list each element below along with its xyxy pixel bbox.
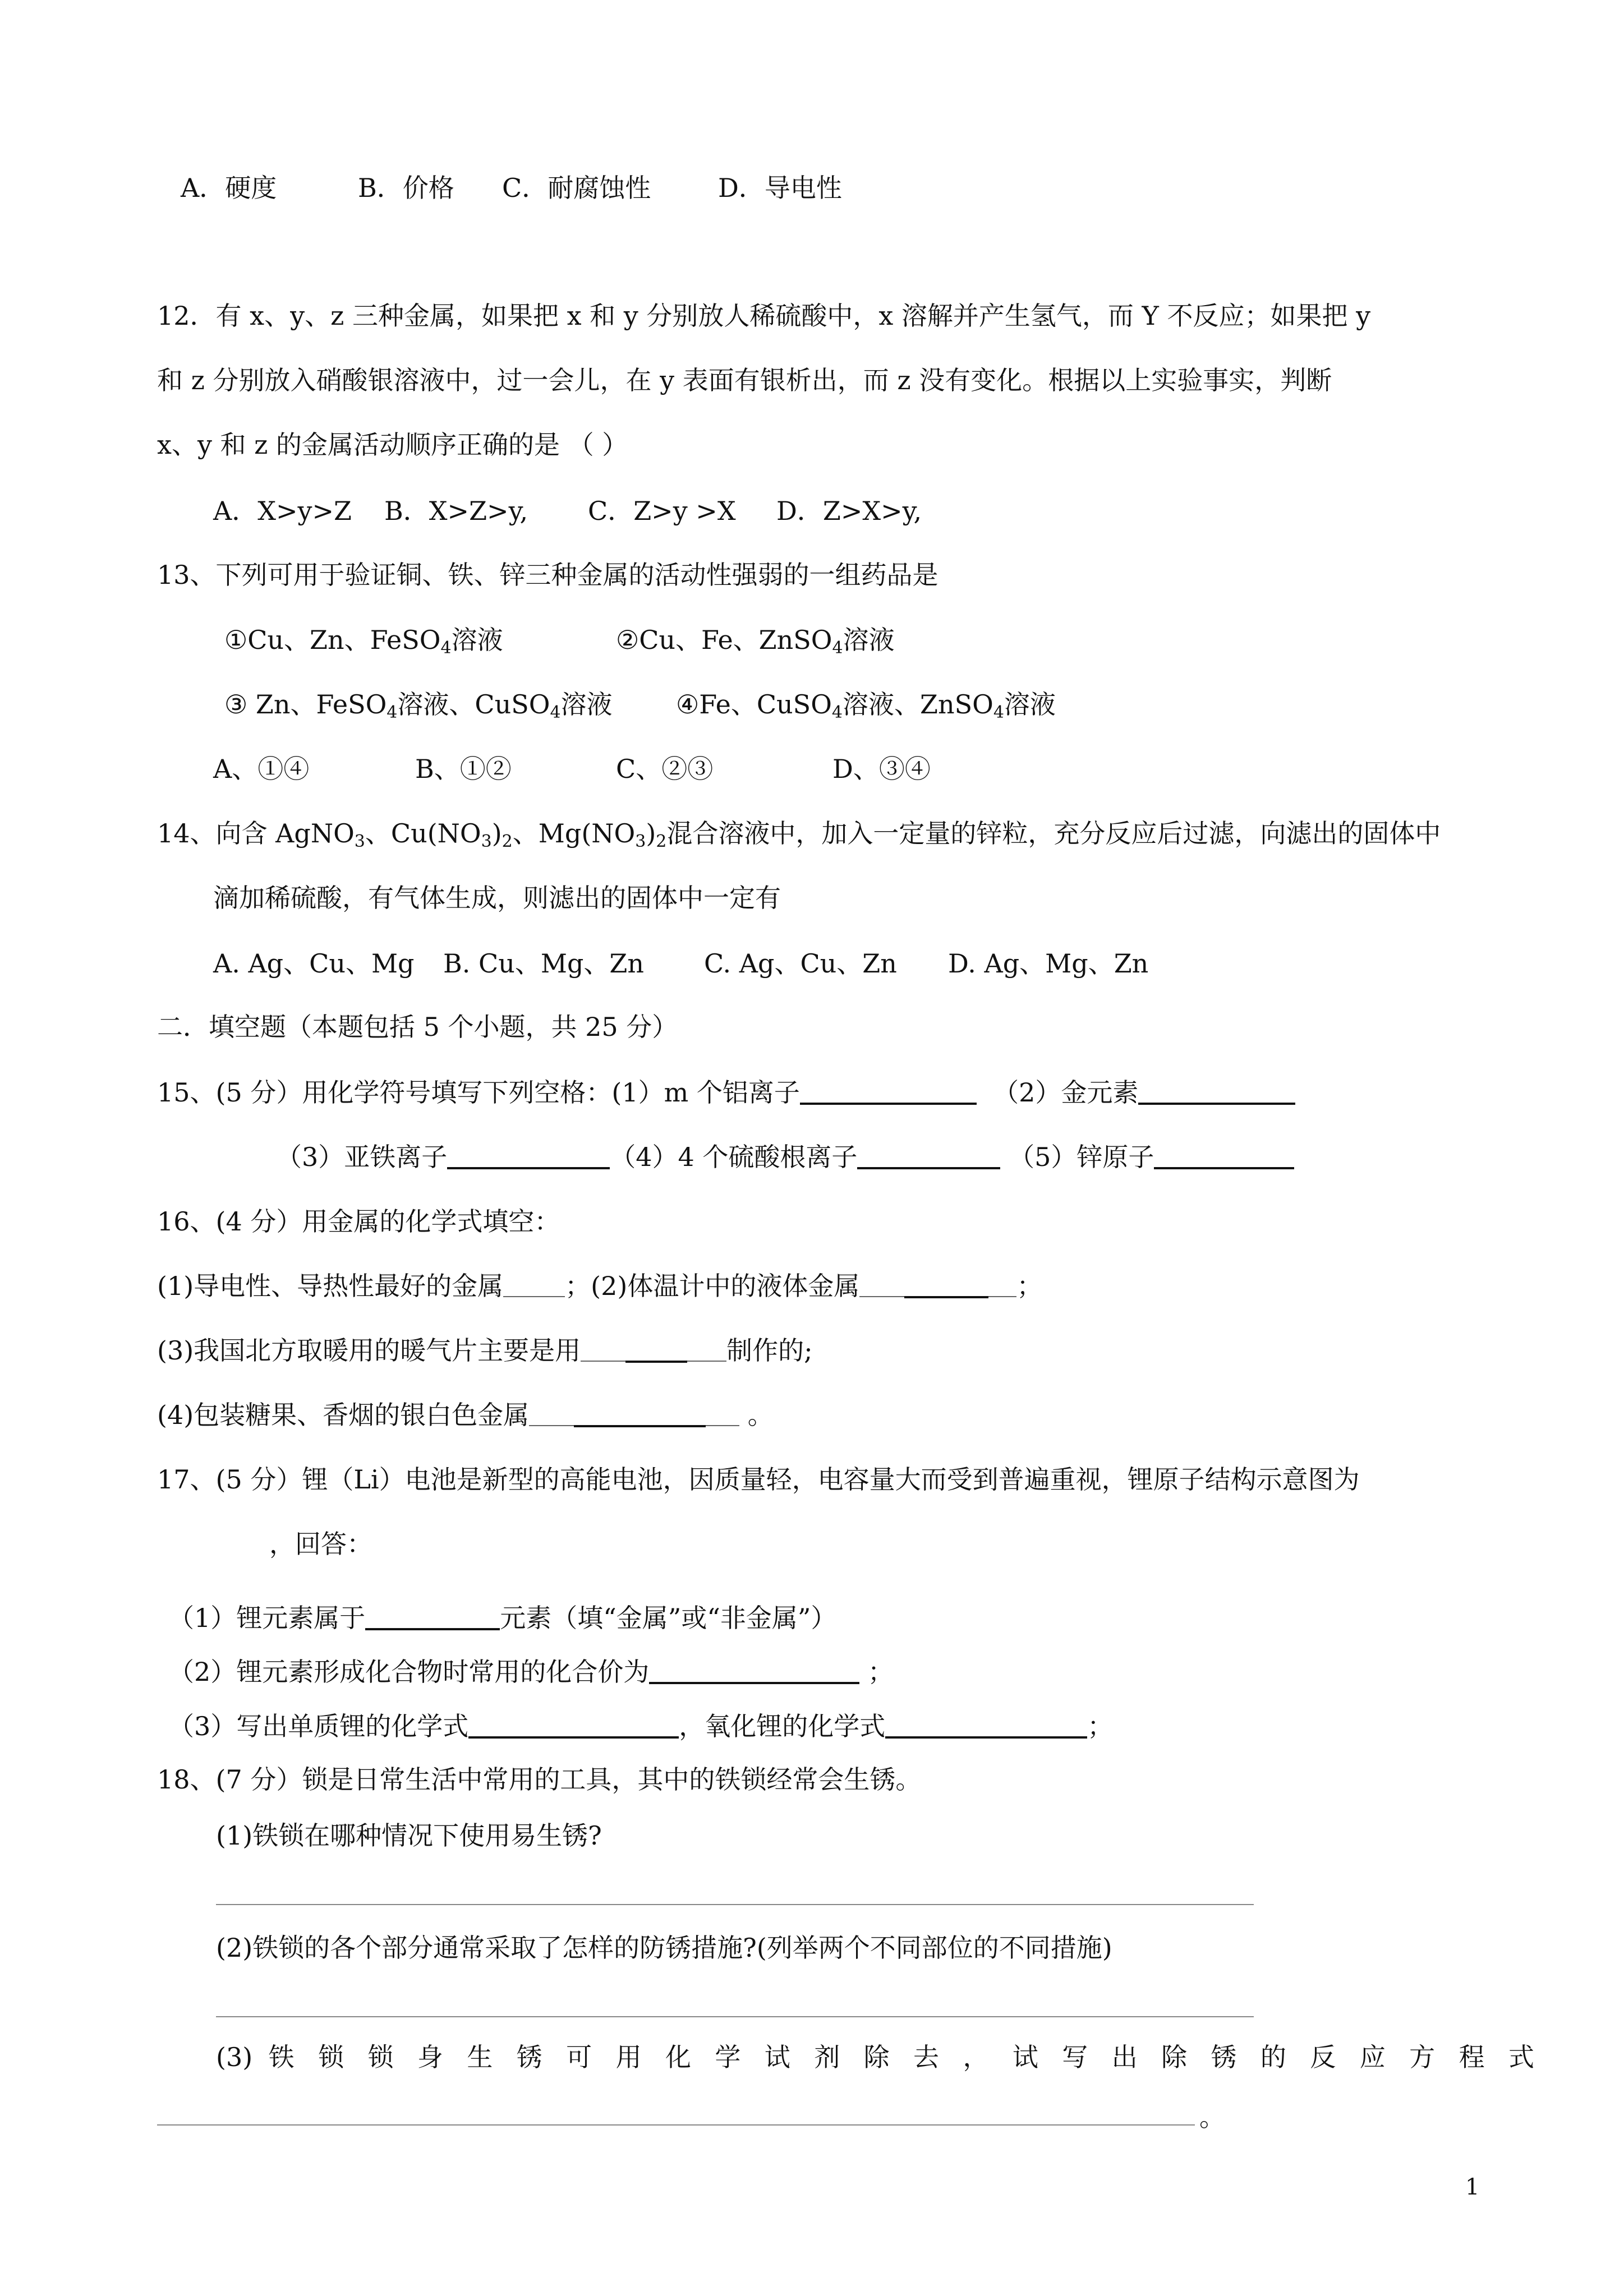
q14-option-b: B. Cu、Mg、Zn — [443, 948, 645, 979]
q18-stem: 18、(7 分）锁是日常生活中常用的工具，其中的铁锁经常会生锈。 — [157, 1764, 922, 1795]
q16-blank-3[interactable] — [625, 1338, 687, 1363]
q12-option-c: C．Z>y >X — [588, 496, 736, 526]
q15-blank-1[interactable] — [800, 1080, 977, 1105]
q13-option-a: A、①④ — [213, 754, 310, 784]
q14-line-2: 滴加稀硫酸，有气体生成，则滤出的固体中一定有 — [213, 883, 781, 913]
q18-end-mark: 。 — [1199, 2102, 1225, 2132]
q18-sub-2: (2)铁锁的各个部分通常采取了怎样的防锈措施?(列举两个不同部位的不同措施) — [216, 1933, 1112, 1963]
q14-line-1: 14、向含 AgNO$_3$、$Cu(NO_3)_2$、$Mg(NO_3)_2$混合溶液中，加入一定量的锌粒，充分反应后过滤，向滤出的固体中 — [157, 818, 1441, 851]
q18-answer-line-3[interactable] — [157, 2124, 1195, 2126]
q15-blank-2[interactable] — [1138, 1080, 1295, 1105]
q17-line-2: ，回答： — [269, 1529, 372, 1559]
q12-option-a: A．X>y>Z — [213, 496, 352, 526]
section-2-heading: 二．填空题（本题包括 5 个小题，共 25 分） — [157, 1012, 678, 1042]
q14-option-a: A. Ag、Cu、Mg — [213, 948, 415, 979]
q15-blank-3[interactable] — [447, 1145, 610, 1169]
q18-sub-1: (1)铁锁在哪种情况下使用易生锈? — [216, 1820, 602, 1851]
q17-blank-1[interactable] — [365, 1606, 500, 1630]
q15-blank-4[interactable] — [857, 1145, 1000, 1169]
q14-option-c: C. Ag、Cu、Zn — [704, 948, 897, 979]
q11-option-c: C．耐腐蚀性 — [502, 173, 651, 203]
q18-answer-line-2[interactable] — [216, 2016, 1254, 2017]
q12-line-3: x、y 和 z 的金属活动顺序正确的是 （ ） — [157, 430, 628, 460]
q16-line-2: (3)我国北方取暖用的暖气片主要是用 制作的; — [157, 1335, 813, 1366]
q13-choice-4: ④Fe、CuSO$_4$溶液、ZnSO$_4$溶液 — [676, 689, 1056, 722]
q17-blank-3[interactable] — [468, 1714, 679, 1739]
q12-option-d: D．Z>X>y, — [776, 496, 922, 526]
q16-blank-1[interactable] — [503, 1274, 565, 1297]
q11-option-b: B．价格 — [358, 173, 454, 203]
q12-line-1: 12．有 x、y、z 三种金属，如果把 x 和 y 分别放人稀硫酸中，x 溶解并产生氢气，而 Y 不反应；如果把 y — [157, 301, 1371, 331]
q16-line-3: (4)包装糖果、香烟的银白色金属 。 — [157, 1400, 774, 1430]
q12-line-2: 和 z 分别放入硝酸银溶液中，过一会儿，在 y 表面有银析出，而 z 没有变化。根据以上实验事实，判断 — [157, 365, 1332, 395]
q17-blank-2[interactable] — [649, 1659, 859, 1684]
q13-choice-3: ③ Zn、FeSO$_4$溶液、CuSO$_4$溶液 — [224, 689, 613, 722]
q18-answer-line-1[interactable] — [216, 1904, 1254, 1905]
q17-sub-2: （2）锂元素形成化合物时常用的化合价为 ； — [168, 1657, 894, 1687]
q16-blank-2-lead — [859, 1274, 904, 1297]
q11-option-d: D．导电性 — [718, 173, 842, 203]
q16-blank-4[interactable] — [574, 1403, 706, 1427]
q13-choice-1: ①Cu、Zn、FeSO$_4$溶液 — [224, 625, 503, 658]
q11-option-a: A．硬度 — [181, 173, 277, 203]
q12-option-b: B．X>Z>y, — [384, 496, 528, 526]
q17-sub-1: （1）锂元素属于 元素（填“金属”或“非金属”） — [168, 1603, 837, 1633]
q16-blank-2-tail — [988, 1274, 1016, 1297]
q17-blank-4[interactable] — [885, 1714, 1087, 1739]
q13-choice-2: ②Cu、Fe、ZnSO$_4$溶液 — [616, 625, 895, 658]
q15-line-1: 15、(5 分）用化学符号填写下列空格：(1）m 个铝离子 （2）金元素 — [157, 1080, 1295, 1105]
q15-blank-5[interactable] — [1154, 1145, 1294, 1169]
q16-blank-2[interactable] — [904, 1274, 988, 1298]
q16-blank-4-lead — [529, 1403, 574, 1426]
q17-sub-3: （3）写出单质锂的化学式 ，氧化锂的化学式 ； — [168, 1711, 1114, 1741]
q17-line-1: 17、(5 分）锂（Li）电池是新型的高能电池，因质量轻，电容量大而受到普遍重视，锂原子结构示意图为 — [157, 1464, 1360, 1495]
q16-blank-4-tail — [706, 1403, 739, 1426]
q13-option-d: D、③④ — [832, 754, 931, 784]
q13-option-c: C、②③ — [616, 754, 714, 784]
q18-sub-3: (3) 铁 锁 锁 身 生 锈 可 用 化 学 试 剂 除 去 ， 试 写 出 除 锈 的 反 应 方 程 式 — [216, 2042, 1534, 2072]
q13-stem: 13、下列可用于验证铜、铁、锌三种金属的活动性强弱的一组药品是 — [157, 560, 938, 590]
q16-blank-3-lead — [581, 1338, 625, 1362]
q14-option-d: D. Ag、Mg、Zn — [948, 948, 1149, 979]
q16-stem: 16、(4 分）用金属的化学式填空： — [157, 1206, 560, 1237]
q13-option-b: B、①② — [415, 754, 512, 784]
q16-blank-3-tail — [687, 1338, 726, 1362]
q15-line-2: （3）亚铁离子 （4）4 个硫酸根离子 （5）锌原子 — [276, 1144, 1294, 1170]
q16-line-1: (1)导电性、导热性最好的金属 ；(2)体温计中的液体金属 ； — [157, 1271, 1043, 1301]
page-number: 1 — [1465, 2174, 1480, 2200]
